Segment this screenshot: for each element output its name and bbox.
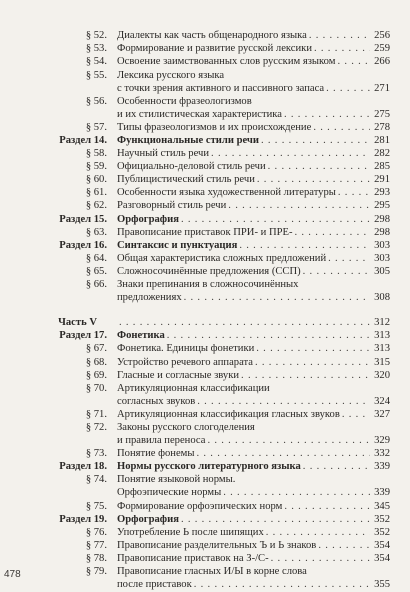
toc-entry-row <box>0 173 410 187</box>
toc-entry-title: Типы фразеологизмов и их происхождение <box>117 122 312 133</box>
toc-leader-dots <box>223 486 370 500</box>
toc-leader-dots <box>241 369 370 383</box>
toc-leader-dots <box>211 147 370 161</box>
page-number: 478 <box>4 569 21 580</box>
toc-entry-line <box>117 539 390 553</box>
toc-leader-dots <box>256 342 370 356</box>
toc-page-number: 295 <box>374 200 390 211</box>
toc-page-number: 354 <box>374 553 390 564</box>
toc-entry-title: и их стилистическая характеристика <box>117 109 282 120</box>
toc-entry-title: Фонетика <box>117 330 165 341</box>
toc-page-number: 305 <box>374 266 390 277</box>
toc-entry-line <box>117 108 390 122</box>
toc-section-row <box>0 329 410 343</box>
toc-leader-dots <box>337 55 370 69</box>
toc-page-number: 291 <box>374 174 390 185</box>
toc-entry-line <box>117 252 390 266</box>
toc-entry-line <box>117 147 390 161</box>
toc-entry-row <box>0 265 410 279</box>
toc-entry-number: § 67. <box>85 343 107 354</box>
toc-page-number: 354 <box>374 540 390 551</box>
toc-entry-line <box>117 421 390 435</box>
toc-entry-line <box>117 226 390 240</box>
toc-entry-line <box>117 239 390 253</box>
toc-entry-row <box>0 69 410 83</box>
toc-entry-line <box>117 395 390 409</box>
toc-entry-line <box>117 382 390 396</box>
toc-entry-row <box>0 186 410 200</box>
toc-entry-title: Фонетика. Единицы фонетики <box>117 343 255 354</box>
toc-page-number: 332 <box>374 448 390 459</box>
toc-page-number: 259 <box>374 43 390 54</box>
toc-entry-number: § 76. <box>85 527 107 538</box>
toc-leader-dots <box>194 578 370 592</box>
toc-entry-row <box>0 291 410 305</box>
toc-entry-number: § 61. <box>85 187 107 198</box>
toc-entry-number: § 75. <box>85 501 107 512</box>
toc-page-number: 320 <box>374 370 390 381</box>
toc-entry-line <box>117 55 390 69</box>
toc-entry-line <box>117 42 390 56</box>
toc-entry-title: Правописание разделительных Ъ и Ь знаков <box>117 540 317 551</box>
toc-entry-row <box>0 226 410 240</box>
toc-entry-title: Артикуляционная классификации <box>117 383 270 394</box>
toc-entry-title: Формирование орфоэпических норм <box>117 501 283 512</box>
toc-entry-line <box>117 134 390 148</box>
toc-entry-row <box>0 252 410 266</box>
toc-entry-title: Употребление Ь после шипящих <box>117 527 264 538</box>
toc-entry-title: Правописание приставок ПРИ- и ПРЕ- <box>117 227 293 238</box>
toc-entry-row <box>0 447 410 461</box>
toc-entry-number: § 56. <box>85 96 107 107</box>
toc-page-number: 298 <box>374 214 390 225</box>
toc-leader-dots <box>318 539 370 553</box>
toc-entry-line <box>117 500 390 514</box>
toc-entry-number: § 62. <box>85 200 107 211</box>
toc-entry-title: Устройство речевого аппарата <box>117 357 253 368</box>
toc-entry-number: Раздел 14. <box>59 135 107 146</box>
toc-part-row <box>0 316 410 330</box>
toc-entry-title: Сложносочинённые предложения (ССП) <box>117 266 301 277</box>
toc-entry-title: предложениях <box>117 292 182 303</box>
toc-entry-number: Часть V <box>58 317 97 328</box>
toc-leader-dots <box>119 316 370 330</box>
toc-entry-line <box>117 82 390 96</box>
toc-page-number: 285 <box>374 161 390 172</box>
toc-page-number: 271 <box>374 83 390 94</box>
toc-entry-title: Публицистический стиль речи <box>117 174 255 185</box>
toc-entry-title: Функциональные стили речи <box>117 135 259 146</box>
toc-leader-dots <box>303 460 370 474</box>
toc-entry-row <box>0 486 410 500</box>
toc-entry-number: § 69. <box>85 370 107 381</box>
toc-entry-title: Нормы русского литературного языка <box>117 461 301 472</box>
toc-page-number: 339 <box>374 461 390 472</box>
toc-entry-row <box>0 121 410 135</box>
toc-entry-row <box>0 395 410 409</box>
toc-leader-dots <box>284 500 370 514</box>
toc-section-row <box>0 134 410 148</box>
toc-entry-line <box>117 460 390 474</box>
toc-entry-title: Понятие фонемы <box>117 448 195 459</box>
toc-entry-number: § 64. <box>85 253 107 264</box>
toc-entry-title: Диалекты как часть общенародного языка <box>117 30 307 41</box>
toc-entry-number: Раздел 16. <box>59 240 107 251</box>
toc-entry-line <box>117 199 390 213</box>
toc-entry-number: § 57. <box>85 122 107 133</box>
toc-leader-dots <box>261 134 370 148</box>
toc-leader-dots <box>167 329 370 343</box>
toc-entry-number: § 78. <box>85 553 107 564</box>
toc-entry-number: § 53. <box>85 43 107 54</box>
toc-entry-title: Разговорный стиль речи <box>117 200 227 211</box>
toc-entry-number: § 55. <box>85 70 107 81</box>
toc-entry-row <box>0 29 410 43</box>
toc-entry-row <box>0 565 410 579</box>
toc-leader-dots <box>284 108 370 122</box>
toc-entry-row <box>0 578 410 592</box>
toc-leader-dots <box>197 395 370 409</box>
toc-entry-title: Особенности фразеологизмов <box>117 96 252 107</box>
toc-leader-dots <box>266 526 370 540</box>
toc-entry-number: § 73. <box>85 448 107 459</box>
toc-entry-number: § 74. <box>85 474 107 485</box>
toc-entry-line <box>117 291 390 305</box>
toc-leader-dots <box>207 434 370 448</box>
toc-leader-dots <box>309 29 370 43</box>
toc-leader-dots <box>181 213 370 227</box>
toc-entry-title: согласных звуков <box>117 396 196 407</box>
toc-entry-number: Раздел 19. <box>59 514 107 525</box>
toc-entry-title: с точки зрения активного и пассивного запаса <box>117 83 325 94</box>
toc-section-row <box>0 239 410 253</box>
toc-entry-number: Раздел 15. <box>59 214 107 225</box>
toc-entry-row <box>0 278 410 292</box>
toc-entry-row <box>0 500 410 514</box>
toc-entry-line <box>117 29 390 43</box>
toc-entry-number: § 65. <box>85 266 107 277</box>
toc-page-number: 278 <box>374 122 390 133</box>
toc-entry-title: Понятие языковой нормы. <box>117 474 236 485</box>
toc-entry-title: Орфоэпические нормы <box>117 487 222 498</box>
toc-page-number: 329 <box>374 435 390 446</box>
toc-entry-title: Официально-деловой стиль речи <box>117 161 266 172</box>
toc-entry-number: § 52. <box>85 30 107 41</box>
toc-entry-number: § 71. <box>85 409 107 420</box>
toc-entry-title: Общая характеристика сложных предложений <box>117 253 327 264</box>
toc-page-number: 345 <box>374 501 390 512</box>
toc-page-number: 352 <box>374 514 390 525</box>
toc-entry-title: Особенности языка художественной литературы <box>117 187 336 198</box>
toc-page-number: 293 <box>374 187 390 198</box>
toc-entry-title: Освоение заимствованных слов русским языком <box>117 56 336 67</box>
toc-entry-row <box>0 552 410 566</box>
toc-entry-row <box>0 160 410 174</box>
toc-leader-dots <box>303 265 370 279</box>
toc-entry-title: Законы русского слогоделения <box>117 422 255 433</box>
toc-entry-line <box>117 486 390 500</box>
toc-entry-row <box>0 369 410 383</box>
toc-page-number: 312 <box>374 317 390 328</box>
toc-entry-row <box>0 55 410 69</box>
toc-entry-row <box>0 82 410 96</box>
toc-leader-dots <box>313 121 370 135</box>
toc-page-number: 313 <box>374 343 390 354</box>
toc-entry-number: § 68. <box>85 357 107 368</box>
toc-entry-line <box>117 186 390 200</box>
toc-entry-number: Раздел 18. <box>59 461 107 472</box>
toc-leader-dots <box>295 226 371 240</box>
toc-entry-number: § 66. <box>85 279 107 290</box>
toc-entry-line <box>117 278 390 292</box>
toc-entry-line <box>117 213 390 227</box>
toc-entry-line <box>117 160 390 174</box>
toc-entry-line <box>117 329 390 343</box>
toc-page-number: 303 <box>374 240 390 251</box>
toc-leader-dots <box>326 82 370 96</box>
toc-entry-line <box>117 408 390 422</box>
toc-entry-title: Правописание приставок на З-/С- <box>117 553 269 564</box>
toc-entry-title: Научный стиль речи <box>117 148 210 159</box>
toc-entry-line <box>117 526 390 540</box>
toc-leader-dots <box>228 199 370 213</box>
toc-entry-row <box>0 342 410 356</box>
toc-entry-row <box>0 95 410 109</box>
toc-entry-row <box>0 42 410 56</box>
toc-entry-line <box>117 121 390 135</box>
toc-entry-line <box>117 69 390 83</box>
toc-entry-line <box>117 513 390 527</box>
toc-entry-title: Правописание гласных И/Ы в корне слова <box>117 566 307 577</box>
toc-leader-dots <box>328 252 370 266</box>
toc-entry-title: и правила переноса <box>117 435 206 446</box>
toc-entry-number: § 58. <box>85 148 107 159</box>
toc-leader-dots <box>271 552 370 566</box>
toc-entry-row <box>0 421 410 435</box>
toc-page-number: 266 <box>374 56 390 67</box>
toc-leader-dots <box>184 291 370 305</box>
toc-entry-row <box>0 539 410 553</box>
toc-entry-number: § 54. <box>85 56 107 67</box>
toc-entry-title: Орфография <box>117 514 179 525</box>
toc-page-number: 355 <box>374 579 390 590</box>
toc-entry-row <box>0 199 410 213</box>
toc-entry-line <box>117 369 390 383</box>
toc-entry-title: после приставок <box>117 579 192 590</box>
toc-entry-line <box>117 473 390 487</box>
toc-entry-title: Синтаксис и пунктуация <box>117 240 238 251</box>
toc-page-number: 313 <box>374 330 390 341</box>
toc-page-number: 308 <box>374 292 390 303</box>
toc-entry-title: Лексика русского языка <box>117 70 225 81</box>
toc-entry-number: § 77. <box>85 540 107 551</box>
toc-page-number: 327 <box>374 409 390 420</box>
toc-section-row <box>0 213 410 227</box>
toc-leader-dots <box>268 160 370 174</box>
toc-leader-dots <box>257 173 370 187</box>
toc-entry-line <box>117 565 390 579</box>
toc-page-number: 275 <box>374 109 390 120</box>
toc-entry-line <box>117 552 390 566</box>
toc-entry-line <box>117 342 390 356</box>
toc-leader-dots <box>255 356 370 370</box>
toc-entry-row <box>0 382 410 396</box>
toc-entry-title: Формирование и развитие русской лексики <box>117 43 312 54</box>
toc-leader-dots <box>197 447 371 461</box>
toc-entry-number: § 59. <box>85 161 107 172</box>
toc-entry-row <box>0 473 410 487</box>
toc-entry-row <box>0 108 410 122</box>
toc-leader-dots <box>342 408 370 422</box>
toc-page-number: 256 <box>374 30 390 41</box>
toc-leader-dots <box>239 239 370 253</box>
toc-page-number: 281 <box>374 135 390 146</box>
toc-entry-line <box>117 578 390 592</box>
toc-section-row <box>0 513 410 527</box>
toc-entry-line <box>117 316 390 330</box>
toc-entry-number: § 60. <box>85 174 107 185</box>
toc-page-number: 324 <box>374 396 390 407</box>
toc-entry-line <box>117 173 390 187</box>
toc-entry-line <box>117 447 390 461</box>
toc-page-number: 352 <box>374 527 390 538</box>
toc-page-number: 282 <box>374 148 390 159</box>
toc-entry-number: § 79. <box>85 566 107 577</box>
toc-entry-title: Артикуляционная классификация гласных звуков <box>117 409 340 420</box>
toc-page-number: 315 <box>374 357 390 368</box>
toc-entry-title: Знаки препинания в сложносочинённых <box>117 279 299 290</box>
toc-leader-dots <box>314 42 370 56</box>
toc-entry-number: § 70. <box>85 383 107 394</box>
toc-entry-line <box>117 356 390 370</box>
toc-entry-row <box>0 356 410 370</box>
toc-entry-title: Гласные и согласные звуки <box>117 370 240 381</box>
toc-page-number: 339 <box>374 487 390 498</box>
toc-entry-number: Раздел 17. <box>59 330 107 341</box>
toc-entry-title: Орфография <box>117 214 179 225</box>
toc-entry-number: § 72. <box>85 422 107 433</box>
toc-entry-row <box>0 147 410 161</box>
toc-entry-row <box>0 526 410 540</box>
toc-entry-row <box>0 408 410 422</box>
toc-entry-row <box>0 434 410 448</box>
toc-entry-line <box>117 434 390 448</box>
toc-entry-number: § 63. <box>85 227 107 238</box>
toc-leader-dots <box>181 513 370 527</box>
toc-page-number: 303 <box>374 253 390 264</box>
toc-section-row <box>0 460 410 474</box>
toc-page-number: 298 <box>374 227 390 238</box>
toc-entry-line <box>117 95 390 109</box>
toc-leader-dots <box>338 186 370 200</box>
toc-entry-line <box>117 265 390 279</box>
